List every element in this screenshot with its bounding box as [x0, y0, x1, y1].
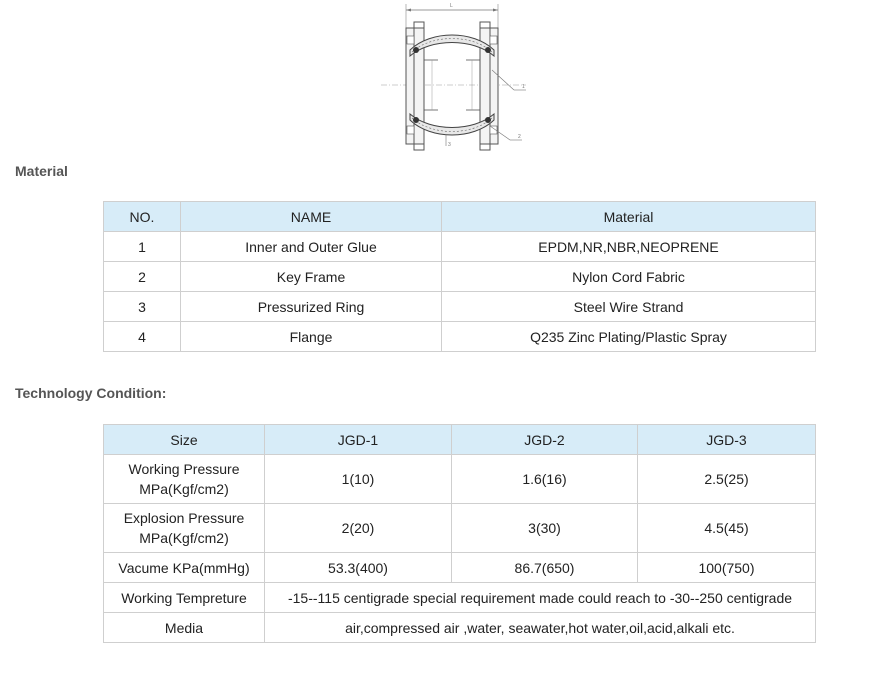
row-material: Steel Wire Strand: [442, 292, 816, 322]
header-jgd-2: JGD-2: [452, 425, 638, 455]
value-jgd-3: 2.5(25): [638, 455, 816, 504]
row-name: Inner and Outer Glue: [181, 232, 442, 262]
value-jgd-3: 4.5(45): [638, 504, 816, 553]
part-label-1: 1: [522, 84, 525, 90]
value-jgd-2: 1.6(16): [452, 455, 638, 504]
label-line-2: MPa(Kgf/cm2): [139, 530, 229, 546]
row-no: 4: [104, 322, 181, 352]
row-material: Q235 Zinc Plating/Plastic Spray: [442, 322, 816, 352]
technology-condition-heading: Technology Condition:: [15, 385, 167, 401]
temperature-label: Working Tempreture: [104, 583, 265, 613]
part-label-2: 2: [518, 134, 521, 140]
value-jgd-2: 86.7(650): [452, 553, 638, 583]
header-size: Size: [104, 425, 265, 455]
row-label: Vacume KPa(mmHg): [104, 553, 265, 583]
table-row: [104, 232, 816, 262]
row-material: Nylon Cord Fabric: [442, 262, 816, 292]
value-jgd-3: 100(750): [638, 553, 816, 583]
temperature-value: -15--115 centigrade special requirement made could reach to -30--250 centigrade: [265, 583, 816, 613]
table-row: [104, 504, 816, 553]
label-line-1: Explosion Pressure: [123, 510, 245, 526]
table-row: [104, 583, 816, 613]
tech-header-row: [104, 425, 816, 455]
value-jgd-1: 2(20): [265, 504, 452, 553]
table-row: [104, 322, 816, 352]
label-line-1: Working Pressure: [128, 461, 240, 477]
dimension-label: L: [450, 3, 453, 9]
part-label-3: 3: [448, 142, 451, 148]
row-no: 2: [104, 262, 181, 292]
row-label: [104, 455, 265, 504]
table-row: [104, 613, 816, 643]
material-heading: Material: [15, 163, 68, 179]
table-row: [104, 292, 816, 322]
expansion-joint-drawing: [376, 0, 536, 152]
row-name: Flange: [181, 322, 442, 352]
row-label: [104, 504, 265, 553]
media-value: air,compressed air ,water, seawater,hot water,oil,acid,alkali etc.: [265, 613, 816, 643]
media-label: Media: [104, 613, 265, 643]
table-row: [104, 262, 816, 292]
material-header-row: [104, 202, 816, 232]
value-jgd-1: 53.3(400): [265, 553, 452, 583]
label-line-2: MPa(Kgf/cm2): [139, 481, 229, 497]
table-row: [104, 553, 816, 583]
header-no: NO.: [104, 202, 181, 232]
technology-condition-table: [103, 424, 816, 643]
material-table: [103, 201, 816, 352]
header-jgd-1: JGD-1: [265, 425, 452, 455]
value-jgd-1: 1(10): [265, 455, 452, 504]
header-material: Material: [442, 202, 816, 232]
row-material: EPDM,NR,NBR,NEOPRENE: [442, 232, 816, 262]
value-jgd-2: 3(30): [452, 504, 638, 553]
header-name: NAME: [181, 202, 442, 232]
header-jgd-3: JGD-3: [638, 425, 816, 455]
row-name: Pressurized Ring: [181, 292, 442, 322]
table-row: [104, 455, 816, 504]
row-name: Key Frame: [181, 262, 442, 292]
row-no: 1: [104, 232, 181, 262]
row-no: 3: [104, 292, 181, 322]
